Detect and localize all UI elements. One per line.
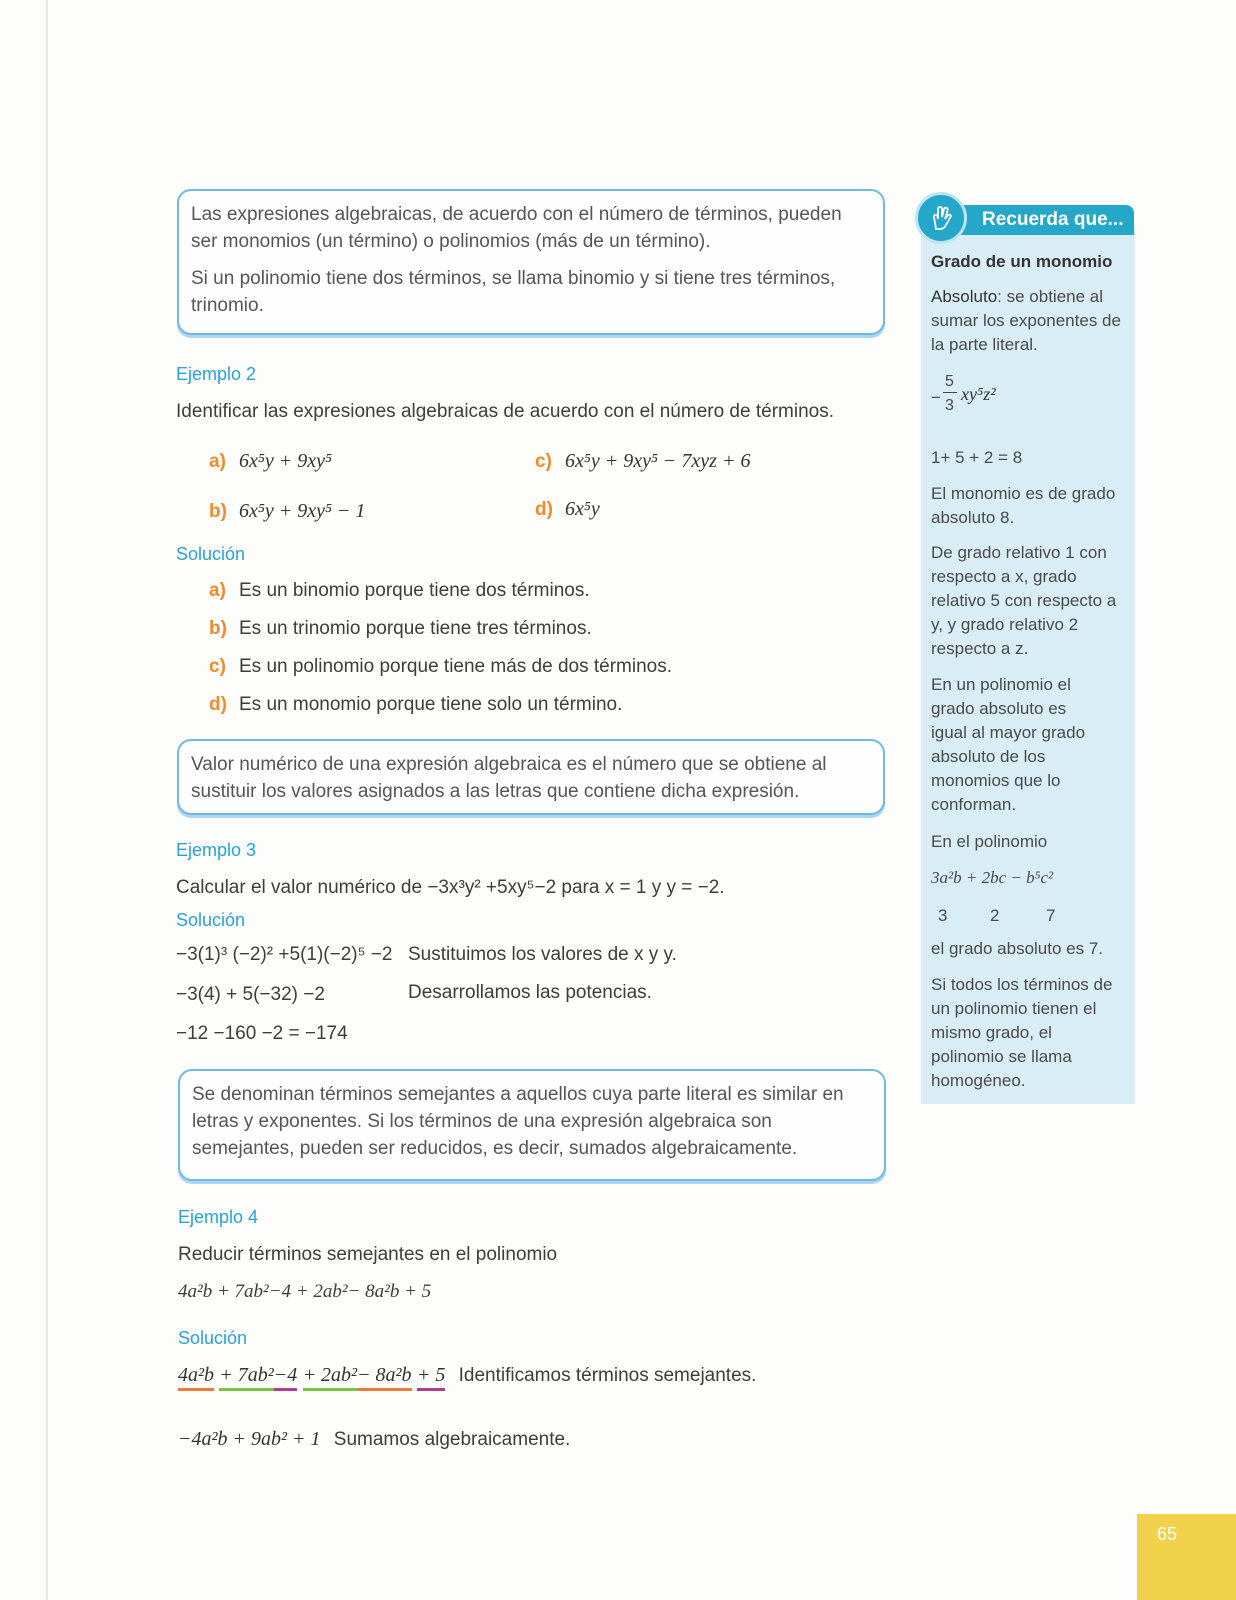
- sidebar-text: De grado relativo 1 con respecto a x, grado relativo 5 con respecto a y, y grado relativo 2 respecto a z.: [931, 543, 1117, 658]
- definition-box-numeric-value: [177, 739, 885, 815]
- identify-note: Identificamos términos semejantes.: [458, 1365, 757, 1386]
- example-3-statement: Calcular el valor numérico de −3x³y² +5xy⁵−2 para x = 1 y y = −2.: [176, 877, 725, 898]
- result-expression: −4a²b + 9ab² + 1: [178, 1428, 321, 1450]
- example-3-solution-heading: Solución: [176, 910, 246, 930]
- term-purple: −4: [274, 1364, 298, 1391]
- definition-box-polynomials: [177, 189, 885, 335]
- exercise-item-d: d) 6x⁵y: [535, 498, 600, 520]
- step-note: Desarrollamos las potencias.: [408, 982, 652, 1003]
- sidebar-sum: 1+ 5 + 2 = 8: [931, 448, 1023, 467]
- sidebar-degree: 7: [1046, 906, 1056, 925]
- term-orange: − 8a²b: [357, 1364, 412, 1391]
- step-expression: −3(1)³ (−2)² +5(1)(−2)⁵ −2: [176, 944, 393, 965]
- sidebar-subtitle: Grado de un monomio: [931, 252, 1113, 271]
- sidebar-polynomial: 3a²b + 2bc − b⁵c²: [931, 868, 1054, 887]
- example-2-solution-heading: Solución: [176, 544, 246, 564]
- sidebar-degree: 2: [990, 906, 1000, 925]
- box-text: Si un polinomio tiene dos términos, se llama binomio y si tiene tres términos, trinomio.: [191, 268, 836, 316]
- solution-item-d: d) Es un monomio porque tiene solo un término.: [209, 694, 623, 715]
- sidebar-badge: [915, 192, 967, 244]
- example-2-heading: Ejemplo 2: [176, 364, 257, 384]
- solution-item-a: a) Es un binomio porque tiene dos términos.: [209, 580, 590, 601]
- solution-item-c: c) Es un polinomio porque tiene más de dos términos.: [209, 656, 673, 677]
- sidebar-fraction-monomial: − 5 3 xy⁵z²: [931, 373, 996, 414]
- box-text: Valor numérico de una expresión algebraica es el número que se obtiene al sustituir los valores asignados a las letras que contiene dicha expresión.: [191, 754, 827, 802]
- sidebar-degree: 3: [938, 906, 948, 925]
- box-text: Las expresiones algebraicas, de acuerdo con el número de términos, pueden ser monomios (un término) o polinomios (más de un término).: [191, 204, 842, 252]
- example-4-heading: Ejemplo 4: [178, 1207, 259, 1227]
- example-4-solution-heading: Solución: [178, 1328, 248, 1348]
- result-note: Sumamos algebraicamente.: [333, 1429, 571, 1450]
- step-expression: −3(4) + 5(−32) −2: [176, 984, 325, 1005]
- exercise-item-a: a) 6x⁵y + 9xy⁵: [209, 450, 332, 472]
- sidebar-text: En un polinomio el grado absoluto es igual al mayor grado absoluto de los monomios que lo conforman.: [931, 675, 1086, 814]
- sidebar-text: el grado absoluto es 7.: [931, 939, 1104, 958]
- term-purple: + 5: [417, 1364, 446, 1391]
- page-edge: [46, 0, 48, 1600]
- exercise-item-b: b) 6x⁵y + 9xy⁵ − 1: [209, 500, 366, 522]
- sidebar-text: En el polinomio: [931, 832, 1048, 851]
- solution-item-b: b) Es un trinomio porque tiene tres términos.: [209, 618, 592, 639]
- example-4-statement: Reducir términos semejantes en el polinomio: [178, 1244, 558, 1265]
- box-text: Se denominan términos semejantes a aquellos cuya parte literal es similar en letras y exponentes. Si los términos de una expresión algebraica son semejantes, pueden ser reducidos, es decir, sumados algebraicamente.: [192, 1084, 844, 1159]
- exercise-item-c: c) 6x⁵y + 9xy⁵ − 7xyz + 6: [535, 450, 751, 472]
- like-terms-line: [178, 1364, 756, 1387]
- result-line: [178, 1428, 570, 1451]
- sidebar-absoluto: Absoluto: se obtiene al sumar los exponentes de la parte literal.: [931, 287, 1121, 354]
- step-expression: −12 −160 −2 = −174: [176, 1023, 348, 1044]
- sidebar-title: Recuerda que...: [941, 205, 1134, 235]
- term-green: + 2ab²: [303, 1364, 358, 1391]
- example-4-polynomial: 4a²b + 7ab²−4 + 2ab²− 8a²b + 5: [178, 1281, 432, 1302]
- term-green: + 7ab²: [219, 1364, 274, 1391]
- example-3-heading: Ejemplo 3: [176, 840, 257, 860]
- definition-box-like-terms: [178, 1069, 886, 1181]
- sidebar-text: El monomio es de grado absoluto 8.: [931, 484, 1116, 527]
- term-orange: 4a²b: [178, 1364, 214, 1391]
- example-2-statement: Identificar las expresiones algebraicas de acuerdo con el número de términos.: [176, 401, 834, 422]
- page-number: 65: [1137, 1514, 1236, 1600]
- hand-icon: [926, 203, 956, 233]
- sidebar-text: Si todos los términos de un polinomio tienen el mismo grado, el polinomio se llama homogéneo.: [931, 975, 1113, 1090]
- step-note: Sustituimos los valores de x y y.: [408, 944, 677, 965]
